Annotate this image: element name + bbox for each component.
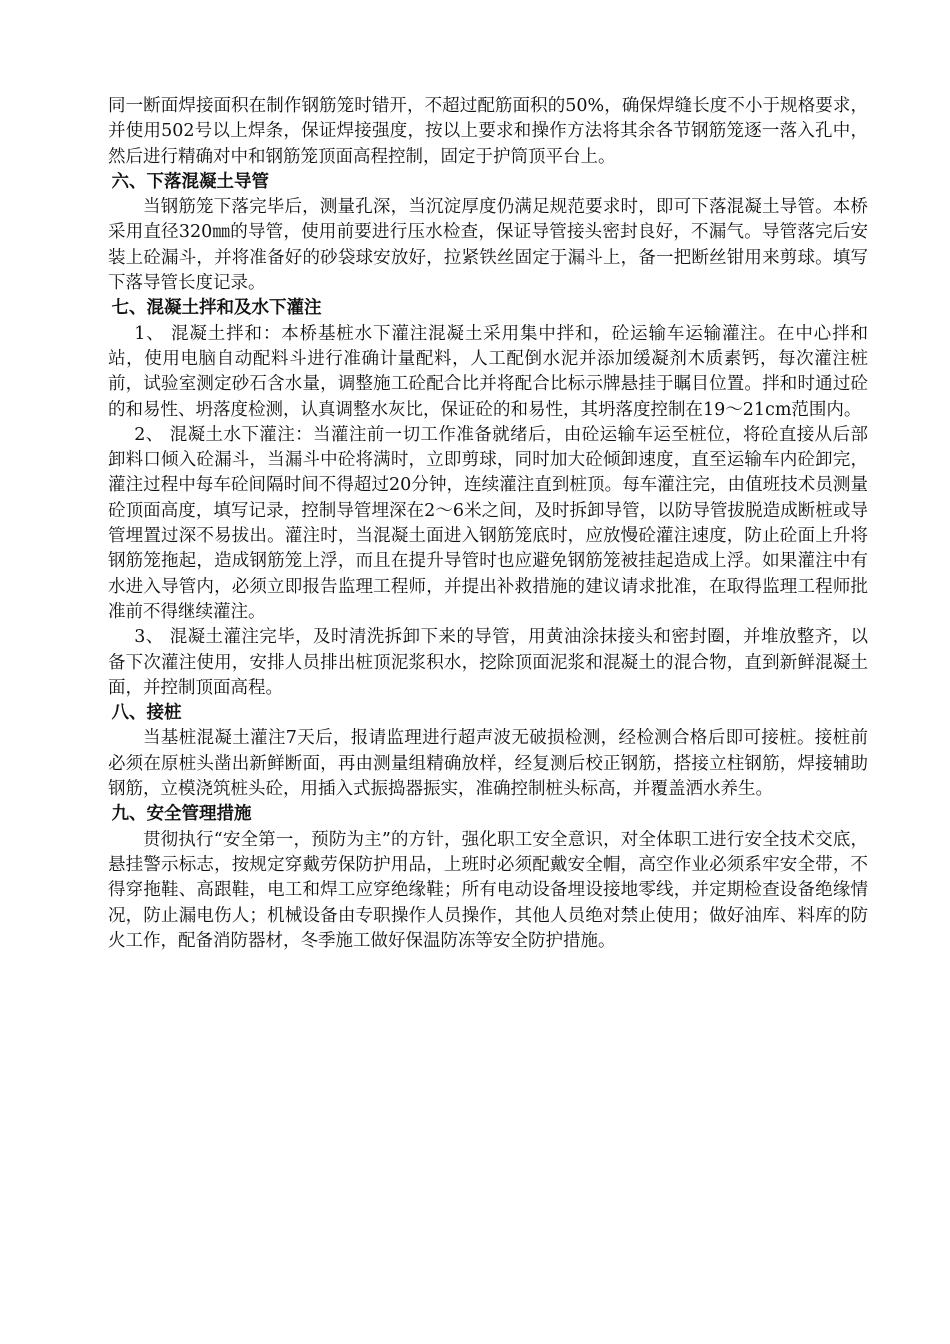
heading-section-6: 六、下落混凝土导管 [111,171,269,192]
paragraph-section-7-2: 2、 混凝土水下灌注：当灌注前一切工作准备就绪后，由砼运输车运至桩位，将砼直接从后部卸料口倾入砼漏斗，当漏斗中砼将满时，立即剪球，同时加大砼倾卸速度，直至运输车内砼卸完，灌注过程中每车砼间隔时间不得超过20分钟，连续灌注直到桩顶。每车灌注完，由值班技术员测量砼顶面高度，填写记录，控制导管埋深在2～6米之间，及时拆卸导管，以防导管拔脱造成断桩或导管埋置过深不易拔出。灌注时，当混凝土面进入钢筋笼底时，应放慢砼灌注速度，防止砼面上升将钢筋笼拖起，造成钢筋笼上浮，而且在提升导管时也应避免钢筋笼被挂起造成上浮。如果灌注中有水进入导管内，必须立即报告监理工程师，并提出补救措施的建议请求批准，在取得监理工程师批准前不得继续灌注。 [108,424,868,622]
heading-section-9: 九、安全管理措施 [111,804,252,825]
paragraph-section-9: 贯彻执行“安全第一，预防为主”的方针，强化职工安全意识，对全体职工进行安全技术交底，悬挂警示标志，按规定穿戴劳保防护用品，上班时必须配戴安全帽，高空作业必须系牢安全带，不得穿拖鞋、高跟鞋，电工和焊工应穿绝缘鞋；所有电动设备埋设接地零线，并定期检查设备绝缘情况，防止漏电伤人；机械设备由专职操作人员操作，其他人员绝对禁止使用；做好油库、料库的防火工作，配备消防器材，冬季施工做好保温防冻等安全防护措施。 [108,829,868,951]
paragraph-section-6: 当钢筋笼下落完毕后，测量孔深，当沉淀厚度仍满足规范要求时，即可下落混凝土导管。本桥采用直径320㎜的导管，使用前要进行压水检查，保证导管接头密封良好，不漏气。导管落完后安装上砼漏斗，并将准备好的砂袋球安放好，拉紧铁丝固定于漏斗上，备一把断丝钳用来剪球。填写下落导管长度记录。 [108,197,868,294]
document-page [108,94,868,954]
paragraph-section-8: 当基桩混凝土灌注7天后，报请监理进行超声波无破损检测，经检测合格后即可接桩。接桩前必须在原桩头凿出新鲜断面，再由测量组精确放样，经复测后校正钢筋，搭接立柱钢筋，焊接辅助钢筋，立模浇筑桩头砼，用插入式振捣器振实，准确控制桩头标高，并覆盖洒水养生。 [108,728,868,800]
paragraph-section-7-1: 1、 混凝土拌和：本桥基桩水下灌注混凝土采用集中拌和，砼运输车运输灌注。在中心拌和站，使用电脑自动配料斗进行准确计量配料，人工配倒水泥并添加缓凝剂木质素钙，每次灌注桩前，试验室测定砂石含水量，调整施工砼配合比并将配合比标示牌悬挂于瞩目位置。拌和时通过砼的和易性、坍落度检测，认真调整水灰比，保证砼的和易性，其坍落度控制在19～21cm范围内。 [108,323,868,420]
heading-section-7: 七、混凝土拌和及水下灌注 [111,298,322,319]
paragraph-intro: 同一断面焊接面积在制作钢筋笼时错开，不超过配筋面积的50%，确保焊缝长度不小于规格要求，并使用502号以上焊条，保证焊接强度，按以上要求和操作方法将其余各节钢筋笼逐一落入孔中，然后进行精确对中和钢筋笼顶面高程控制，固定于护筒顶平台上。 [108,96,868,167]
heading-section-8: 八、接桩 [111,703,182,724]
paragraph-section-7-3: 3、 混凝土灌注完毕，及时清洗拆卸下来的导管，用黄油涂抹接头和密封圈，并堆放整齐，以备下次灌注使用，安排人员排出桩顶泥浆积水，挖除顶面泥浆和混凝土的混合物，直到新鲜混凝土面，并控制顶面高程。 [108,627,868,698]
